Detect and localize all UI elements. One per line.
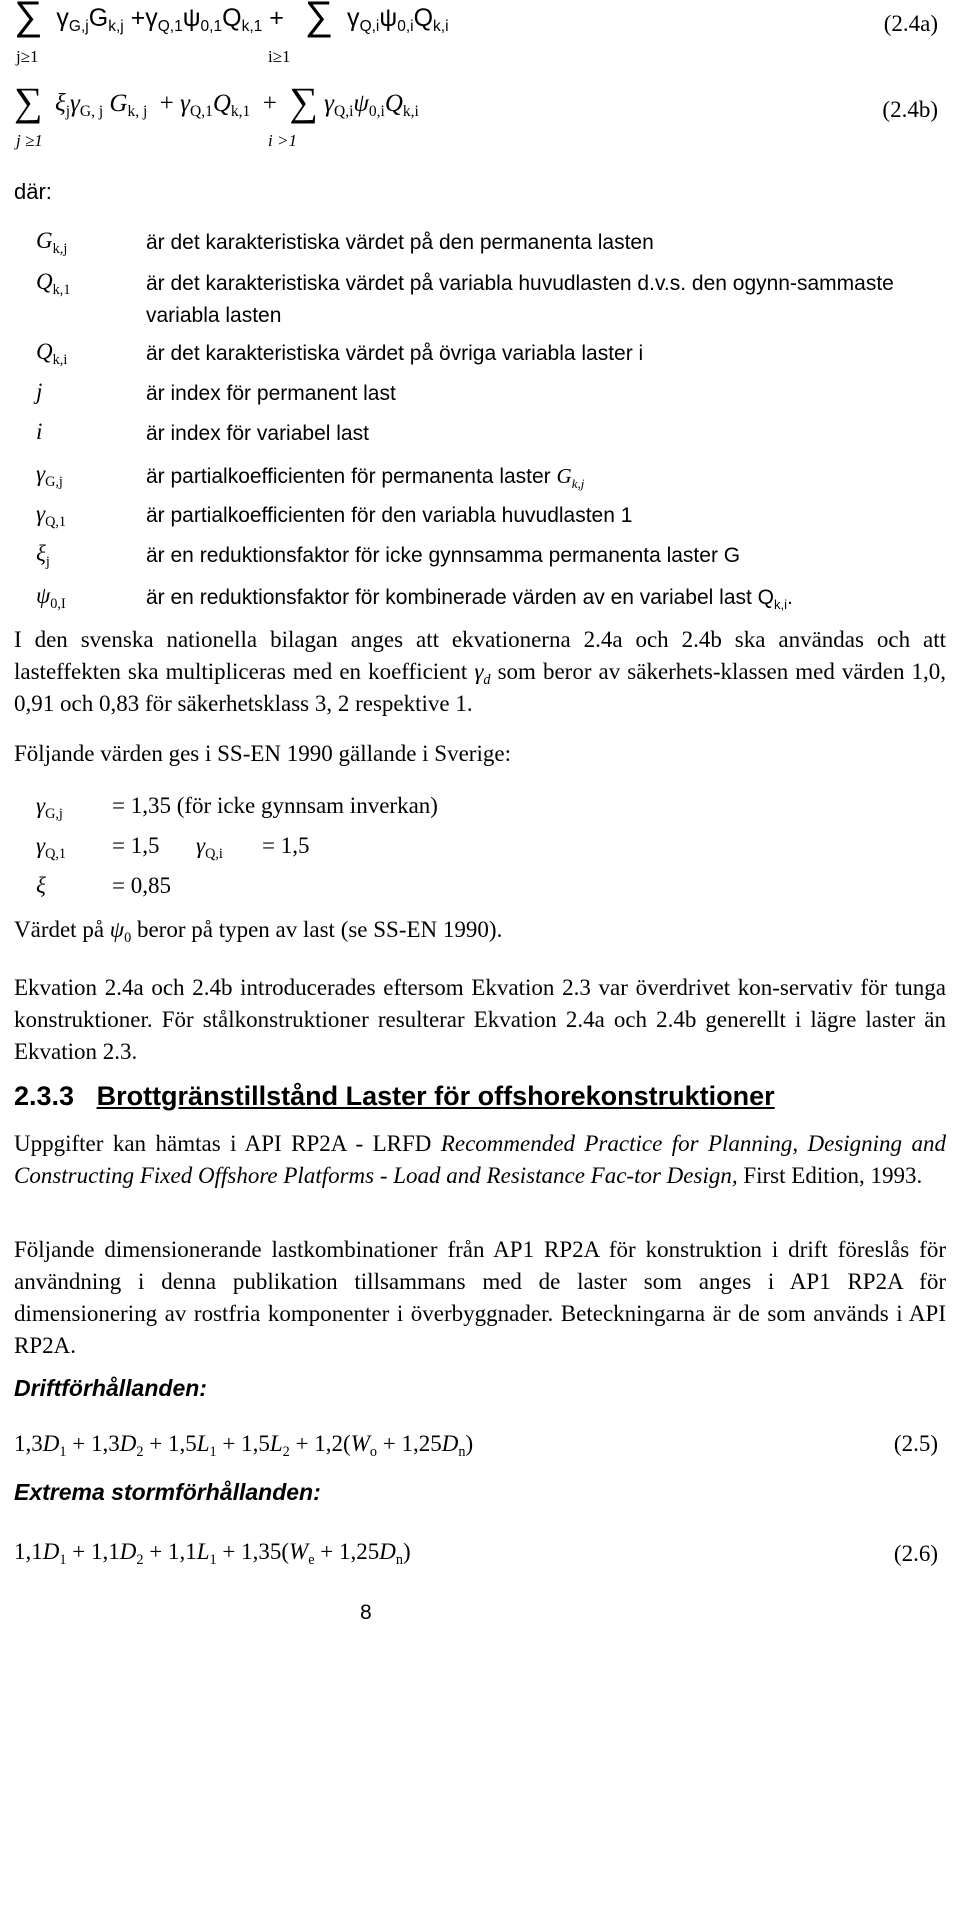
definition-text: är det karakteristiska värdet på den permanenta lasten: [146, 231, 654, 254]
heading-drift: Driftförhållanden:: [14, 1375, 207, 1401]
definition-text: är index för variabel last: [146, 422, 369, 445]
section-heading: [14, 1080, 775, 1114]
definition-text: är partialkoefficienten för permanenta laster: [146, 465, 557, 488]
paragraph-load-combinations: Följande dimensionerande lastkombinationer från AP1 RP2A för konstruktion i drift föreslås för användning i denna publikation tillsammans med de laster som anges i AP1 RP2A för dimensionering av rostfria komponenter i överbyggnader. Beteckningarna är de som används i API RP2A.: [14, 1237, 946, 1358]
definition-row: $\psi_{0,I}$ är en reduktionsfaktor för kombinerade värden av en variabel last $Q_{k,i}$.: [36, 583, 793, 612]
definition-row: $\xi_j$ är en reduktionsfaktor för icke gynnsamma permanenta laster G: [36, 540, 936, 574]
value-gamma-q1-text: = 1,5: [112, 833, 160, 858]
equation-2-4b: ∑ $\xi_j\gamma_{G, j}$ $G_{k, j} + \gamma_{Q,1}Q_{k,1}$ + ∑ $\gamma_{Q,i}\psi_{0,i}Q_{k,i}$: [14, 79, 419, 125]
equation-2-5: $1,3D_1 + 1,3D_2 + 1,5L_1 + 1,5L_2 + 1,2(W_o + 1,25D_n)$: [14, 1431, 474, 1460]
definition-text: är det karakteristiska värdet på övriga variabla laster i: [146, 342, 644, 365]
paragraph-values-intro: Följande värden ges i SS-EN 1990 gällande i Sverige:: [14, 741, 511, 766]
definition-row: $Q_{k,i}$ är det karakteristiska värdet på övriga variabla laster i: [36, 338, 936, 372]
definition-text: är en reduktionsfaktor för icke gynnsamma permanenta laster G: [146, 544, 741, 567]
equation-2-4a: ∑ $\gamma_{G,j}G_{k,j} +\gamma_{Q,1}\psi_{0,1}Q_{k,1}$ + ∑ $\gamma_{Q,i}\psi_{0,i}Q_{k,i}$: [14, 0, 449, 38]
definition-row: $\gamma_{G,j}$ är partialkoefficienten för permanenta laster $G_{k,j}$: [36, 461, 585, 491]
equation-number-2-4a: (2.4a): [883, 11, 938, 36]
definition-text: är index för permanent last: [146, 382, 396, 405]
definition-row: $\gamma_{Q,1}$ är partialkoefficienten för den variabla huvudlasten 1: [36, 500, 936, 534]
dar-label: där:: [14, 179, 52, 204]
page-number: 8: [360, 1601, 372, 1624]
definition-row: j är index för permanent last: [36, 378, 936, 412]
definition-row: $G_{k,j}$ är det karakteristiska värdet på den permanenta lasten: [36, 227, 936, 261]
equation-2-6: $1,1D_1 + 1,1D_2 + 1,1L_1 + 1,35(W_e + 1,25D_n)$: [14, 1539, 411, 1568]
value-gamma-qi: $\gamma_{Q,i}$: [196, 833, 223, 862]
paragraph-equation-history: Ekvation 2.4a och 2.4b introducerades eftersom Ekvation 2.3 var överdrivet kon-servativ för tunga konstruktioner. För stålkonstruktioner resulterar Ekvation 2.4a och 2.4b generellt i lägre laster än Ekvation 2.3.: [14, 975, 946, 1064]
definition-row: $Q_{k,1}$ är det karakteristiska värdet på variabla huvudlasten d.v.s. den ogynn-sammaste variabla lasten: [36, 268, 936, 338]
section-title: Brottgränstillstånd Laster för offshorekonstruktioner: [96, 1081, 775, 1111]
heading-storm: Extrema stormförhållanden:: [14, 1479, 321, 1505]
paragraph-psi: Värdet på $\psi_0$ beror på typen av last (se SS-EN 1990).: [14, 917, 503, 946]
paragraph-national-annex: I den svenska nationella bilagan anges att ekvationerna 2.4a och 2.4b ska användas och att lasteffekten ska multipliceras med en koefficient $\gamma_d$ som beror av säkerhets-klassen med värden 1,0, 0,91 och 0,83 för säkerhetsklass 3, 2 respektive 1.: [14, 627, 947, 716]
value-gamma-q1: $\gamma_{Q,1}$: [36, 833, 67, 862]
paragraph-api-reference: Uppgifter kan hämtas i API RP2A - LRFD Recommended Practice for Planning, Designing and Constructing Fixed Offshore Platforms - Load and Resistance Fac-tor Design, First Edition, 1993.: [14, 1131, 946, 1188]
section-number: 2.3.3: [14, 1081, 75, 1111]
eq-2-4b-sum-limit-j: j ≥1: [16, 131, 43, 150]
value-xi: ξ: [36, 873, 46, 898]
value-gamma-g: $\gamma_{G,j}$: [36, 793, 63, 822]
value-xi-text: = 0,85: [112, 873, 171, 898]
eq-2-4a-sum-limit-i: i≥1: [268, 47, 291, 66]
definition-text: är partialkoefficienten för den variabla huvudlasten 1: [146, 504, 633, 527]
value-gamma-qi-text: = 1,5: [262, 833, 310, 858]
equation-number-2-5: (2.5): [893, 1431, 938, 1456]
definition-row: i är index för variabel last: [36, 418, 936, 452]
equation-number-2-4b: (2.4b): [882, 97, 938, 122]
definition-text: är det karakteristiska värdet på variabla huvudlasten d.v.s. den ogynn-sammaste variabla lasten: [146, 272, 894, 327]
equation-number-2-6: (2.6): [893, 1541, 938, 1566]
value-gamma-g-text: = 1,35 (för icke gynnsam inverkan): [112, 793, 438, 818]
eq-2-4a-sum-limit-j: j≥1: [16, 47, 39, 66]
definition-text: är en reduktionsfaktor för kombinerade värden av en variabel last: [146, 586, 758, 609]
eq-2-4b-sum-limit-i: i >1: [268, 131, 297, 150]
